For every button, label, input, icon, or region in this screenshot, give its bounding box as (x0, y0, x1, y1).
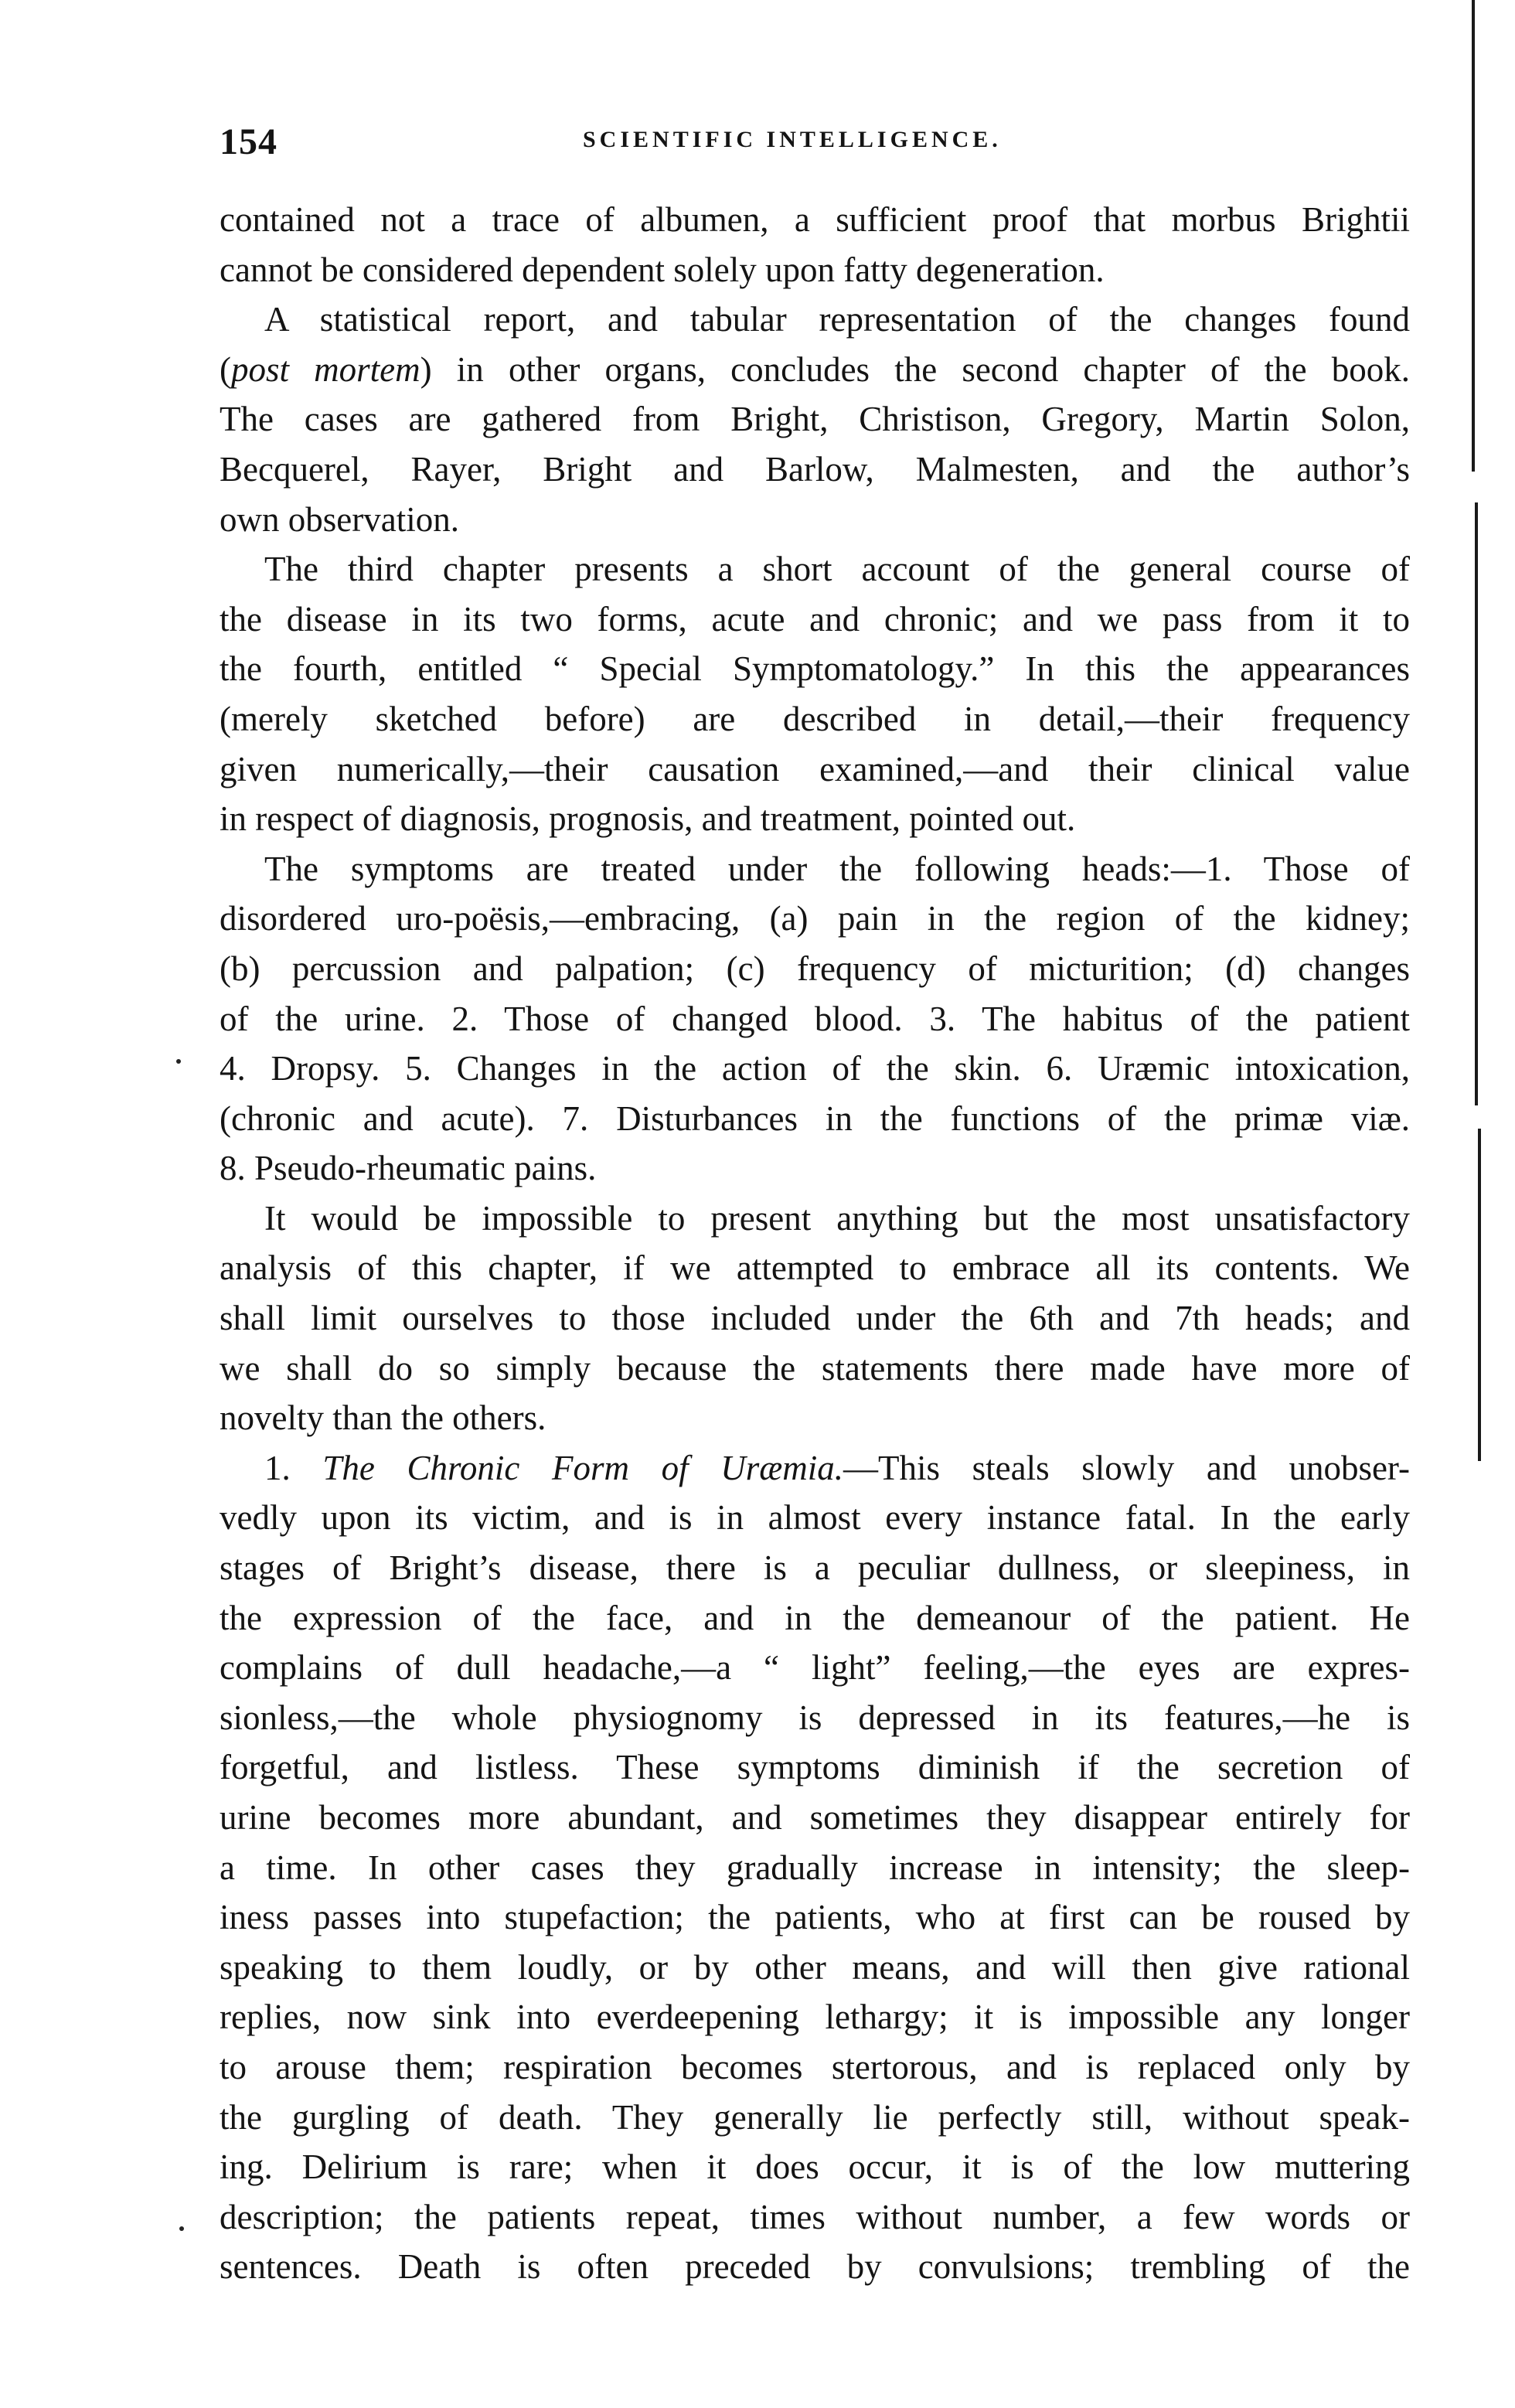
text-line: ing. Delirium is rare; when it does occur, it is of the low muttering (220, 2147, 1410, 2187)
italic-phrase: post mortem (231, 349, 420, 389)
text-line: contained not a trace of albumen, a sufficient proof that morbus Brightii (220, 200, 1410, 239)
text-line: The cases are gathered from Bright, Christison, Gregory, Martin Solon, (220, 400, 1410, 439)
text-line: disordered uro-poësis,—embracing, (a) pain in the region of the kidney; (220, 899, 1410, 938)
section-title: The Chronic Form of Uræmia. (322, 1448, 843, 1487)
text-line: the gurgling of death. They generally lie perfectly still, without speak- (220, 2097, 1410, 2137)
text-line: complains of dull headache,—a “ light” feeling,—the eyes are expres- (220, 1648, 1410, 1688)
text-line: replies, now sink into everdeepening lethargy; it is impossible any longer (220, 1998, 1410, 2037)
text-line: a time. In other cases they gradually increase in intensity; the sleep- (220, 1848, 1410, 1887)
text-line: description; the patients repeat, times without number, a few words or (220, 2197, 1410, 2236)
text-line: urine becomes more abundant, and sometimes they disappear entirely for (220, 1798, 1410, 1837)
text-line: the expression of the face, and in the demeanour of the patient. He (220, 1598, 1410, 1637)
body-text (220, 195, 1410, 2292)
page-number: 154 (220, 121, 277, 162)
text-line: analysis of this chapter, if we attempted to embrace all its contents. We (220, 1248, 1410, 1288)
text-line: The third chapter presents a short account of the general course of (264, 550, 1410, 589)
text-line: sionless,—the whole physiognomy is depressed in its features,—he is (220, 1698, 1410, 1737)
text-line: own observation. (220, 499, 459, 539)
text-line: forgetful, and listless. These symptoms diminish if the secretion of (220, 1748, 1410, 1787)
text-line (220, 1443, 1410, 1494)
text-line: It would be impossible to present anything but the most unsatisfactory (264, 1198, 1410, 1238)
section-lead: —This steals slowly and unobser- (843, 1448, 1410, 1487)
running-head: SCIENTIFIC INTELLIGENCE. (583, 127, 1002, 152)
text-line: novelty than the others. (220, 1398, 546, 1438)
text-line: of the urine. 2. Those of changed blood. 3. The habitus of the patient (220, 999, 1410, 1038)
text-line: shall limit ourselves to those included under the 6th and 7th heads; and (220, 1299, 1410, 1338)
scan-dot (179, 2226, 184, 2231)
text-line: (b) percussion and palpation; (c) frequency of micturition; (d) changes (220, 949, 1410, 988)
scan-edge-rule (1475, 502, 1478, 1105)
text-line: cannot be considered dependent solely upon fatty degeneration. (220, 250, 1105, 289)
text-line: A statistical report, and tabular representation of the changes found (264, 300, 1410, 339)
text-line: given numerically,—their causation examined,—and their clinical value (220, 749, 1410, 788)
text-line: we shall do so simply because the statements there made have more of (220, 1348, 1410, 1388)
text-line: 4. Dropsy. 5. Changes in the action of the skin. 6. Uræmic intoxication, (220, 1049, 1410, 1088)
text-line: the disease in its two forms, acute and chronic; and we pass from it to (220, 599, 1410, 639)
text-line: speaking to them loudly, or by other means, and will then give rational (220, 1947, 1410, 1987)
text-line: in respect of diagnosis, prognosis, and treatment, pointed out. (220, 799, 1076, 839)
text-line: to arouse them; respiration becomes stertorous, and is replaced only by (220, 2047, 1410, 2086)
text-line: Becquerel, Rayer, Bright and Barlow, Malmesten, and the author’s (220, 449, 1410, 489)
text-line: (chronic and acute). 7. Disturbances in the functions of the primæ viæ. (220, 1098, 1410, 1138)
text-line: the fourth, entitled “ Special Symptomatology.” In this the appearances (220, 649, 1410, 689)
text-line: The symptoms are treated under the following heads:—1. Those of (264, 849, 1410, 888)
scan-edge-rule (1478, 1129, 1481, 1461)
text-line: sentences. Death is often preceded by convulsions; trembling of the (220, 2247, 1410, 2287)
text-line: stages of Bright’s disease, there is a peculiar dullness, or sleepiness, in (220, 1548, 1410, 1588)
section-number: 1. (264, 1448, 291, 1487)
scan-dot (176, 1059, 181, 1064)
text-line: vedly upon its victim, and is in almost every instance fatal. In the early (220, 1498, 1410, 1538)
scan-edge-rule (1472, 0, 1475, 472)
page-header (220, 116, 1410, 170)
text-line: iness passes into stupefaction; the patients, who at first can be roused by (220, 1898, 1410, 1937)
text-line: (merely sketched before) are described in detail,—their frequency (220, 699, 1410, 738)
text-line: 8. Pseudo-rheumatic pains. (220, 1149, 597, 1188)
text-line: (post mortem) in other organs, concludes the second chapter of the book. (220, 349, 1411, 389)
